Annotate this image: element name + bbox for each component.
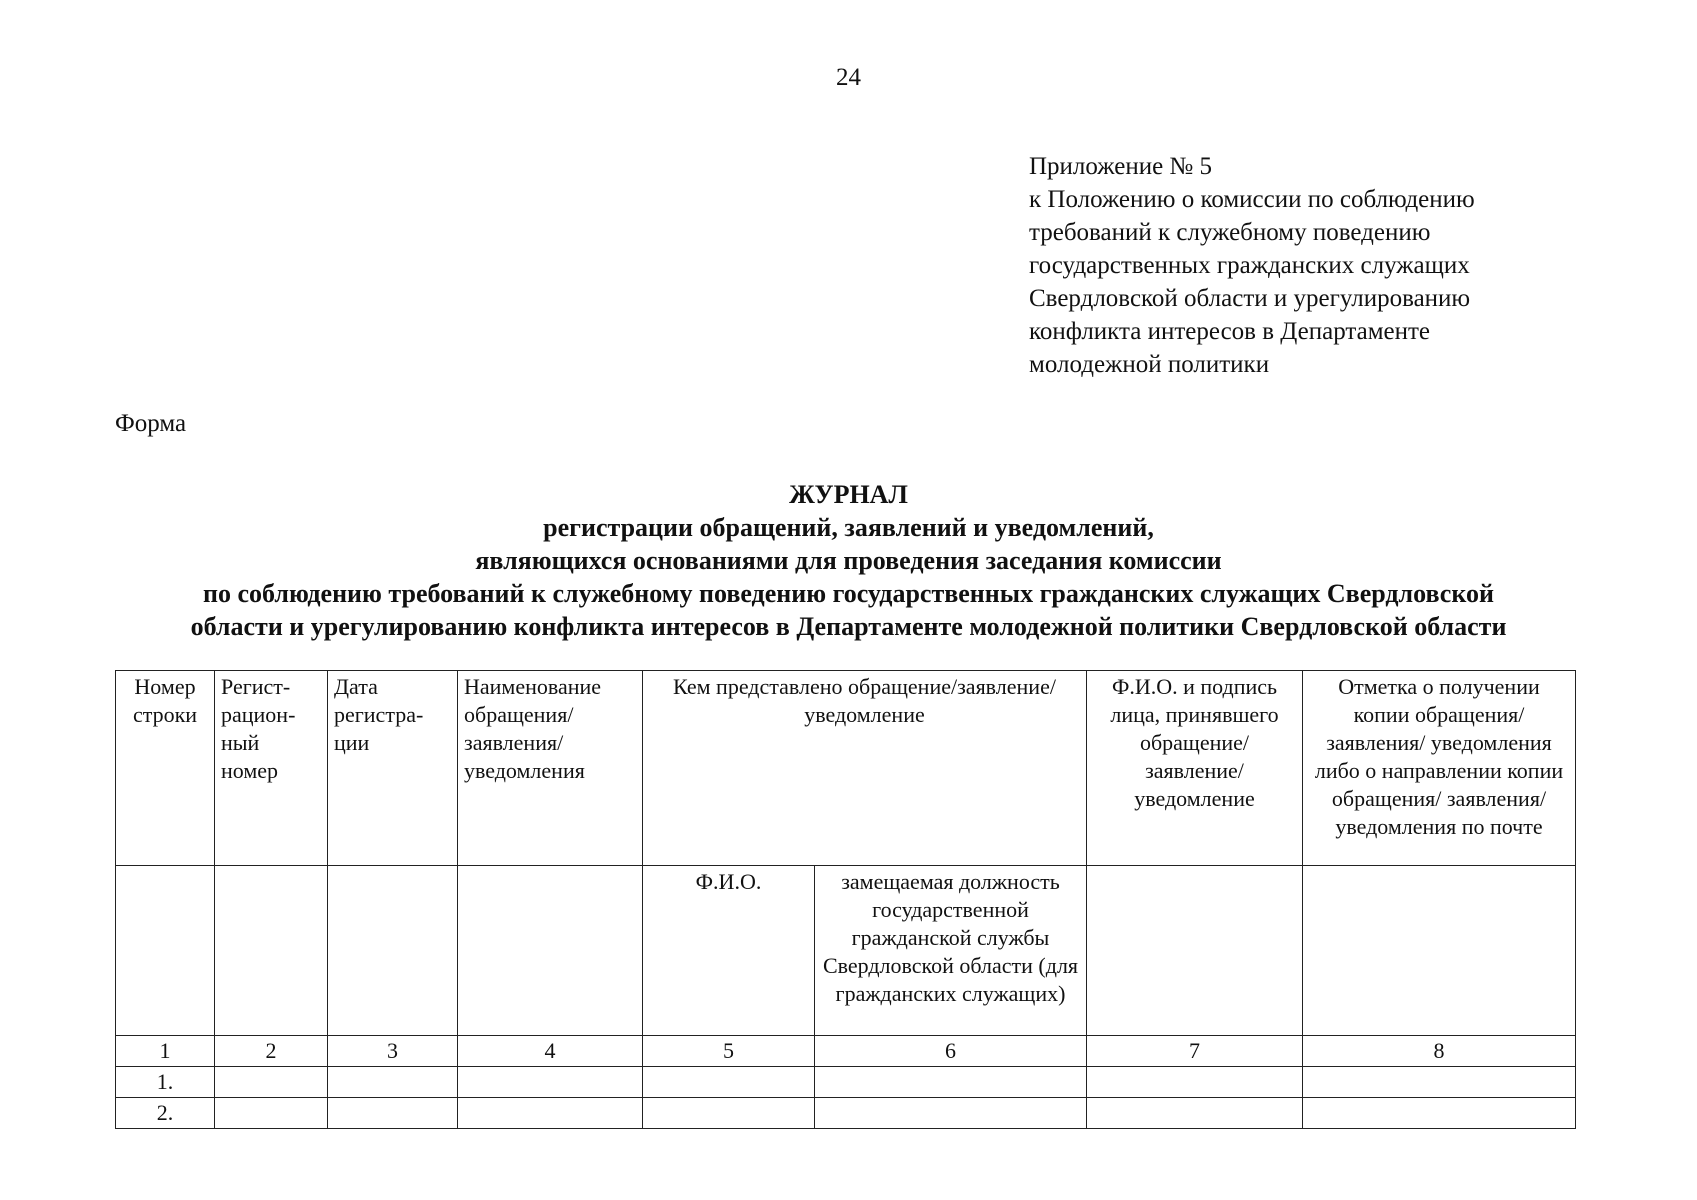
- appendix-line: Свердловской области и урегулированию: [1029, 285, 1471, 312]
- column-number: 8: [1303, 1036, 1576, 1067]
- column-number: 5: [643, 1036, 815, 1067]
- form-label: Форма: [115, 410, 187, 437]
- journal-title-line: регистрации обращений, заявлений и уведомлений,: [543, 513, 1154, 542]
- column-number: 1: [116, 1036, 215, 1067]
- subheader-position: замещаемая должность государственной гражданской службы Свердловской области (для гражданских служащих): [815, 866, 1087, 1036]
- header-registration-number: Регист-рацион-ный номер: [215, 671, 328, 866]
- table-cell: [215, 866, 328, 1036]
- appendix-line: государственных гражданских служащих: [1029, 252, 1470, 279]
- table-cell: [1087, 1098, 1303, 1129]
- header-appeal-name: Наименование обращения/ заявления/ уведомления: [458, 671, 643, 866]
- appendix-line: требований к служебному поведению: [1029, 219, 1431, 246]
- appendix-line: молодежной политики: [1029, 351, 1270, 378]
- table-cell: [1303, 1067, 1576, 1098]
- journal-title-line: области и урегулированию конфликта интересов в Департаменте молодежной политики Свердловской области: [190, 612, 1507, 641]
- table-cell: [458, 1067, 643, 1098]
- page-number: 24: [836, 64, 861, 91]
- appendix-line: к Положению о комиссии по соблюдению: [1029, 186, 1475, 213]
- column-number: 6: [815, 1036, 1087, 1067]
- journal-title: [80, 478, 1617, 643]
- table-cell: [1303, 866, 1576, 1036]
- table-cell: [458, 1098, 643, 1129]
- table-cell: [1087, 1067, 1303, 1098]
- appendix-note: [1029, 150, 1649, 381]
- subheader-fio: Ф.И.О.: [643, 866, 815, 1036]
- journal-title-line: являющихся основаниями для проведения заседания комиссии: [475, 546, 1222, 575]
- table-cell: [1303, 1098, 1576, 1129]
- column-number: 4: [458, 1036, 643, 1067]
- header-row: [116, 671, 1576, 866]
- appendix-line: конфликта интересов в Департаменте: [1029, 318, 1431, 345]
- table-cell: [328, 1067, 458, 1098]
- table-cell: [643, 1067, 815, 1098]
- table-cell: [215, 1098, 328, 1129]
- table-cell: [458, 866, 643, 1036]
- column-number: 7: [1087, 1036, 1303, 1067]
- header-submitted-by: Кем представлено обращение/заявление/ уведомление: [643, 671, 1087, 866]
- table-row: [116, 1098, 1576, 1129]
- header-receiver: Ф.И.О. и подпись лица, принявшего обращение/ заявление/ уведомление: [1087, 671, 1303, 866]
- table-cell: [215, 1067, 328, 1098]
- header-registration-date: Дата регистра-ции: [328, 671, 458, 866]
- column-number: 2: [215, 1036, 328, 1067]
- subheader-row: [116, 866, 1576, 1036]
- table-row: [116, 1067, 1576, 1098]
- table-cell: [328, 866, 458, 1036]
- appendix-line: Приложение № 5: [1029, 153, 1213, 180]
- table-cell: [1087, 866, 1303, 1036]
- row-number: 2.: [116, 1098, 215, 1129]
- journal-table: [115, 670, 1576, 1129]
- table-cell: [116, 866, 215, 1036]
- table-cell: [328, 1098, 458, 1129]
- row-number: 1.: [116, 1067, 215, 1098]
- header-row-number: Номер строки: [116, 671, 215, 866]
- table-cell: [643, 1098, 815, 1129]
- journal-title-line: по соблюдению требований к служебному поведению государственных гражданских служащих Свердловской: [203, 579, 1494, 608]
- table-cell: [815, 1098, 1087, 1129]
- column-number: 3: [328, 1036, 458, 1067]
- journal-heading: ЖУРНАЛ: [789, 480, 908, 509]
- table-cell: [815, 1067, 1087, 1098]
- column-number-row: [116, 1036, 1576, 1067]
- header-copy-mark: Отметка о получении копии обращения/ заявления/ уведомления либо о направлении копии обращения/ заявления/уведомления по почте: [1303, 671, 1576, 866]
